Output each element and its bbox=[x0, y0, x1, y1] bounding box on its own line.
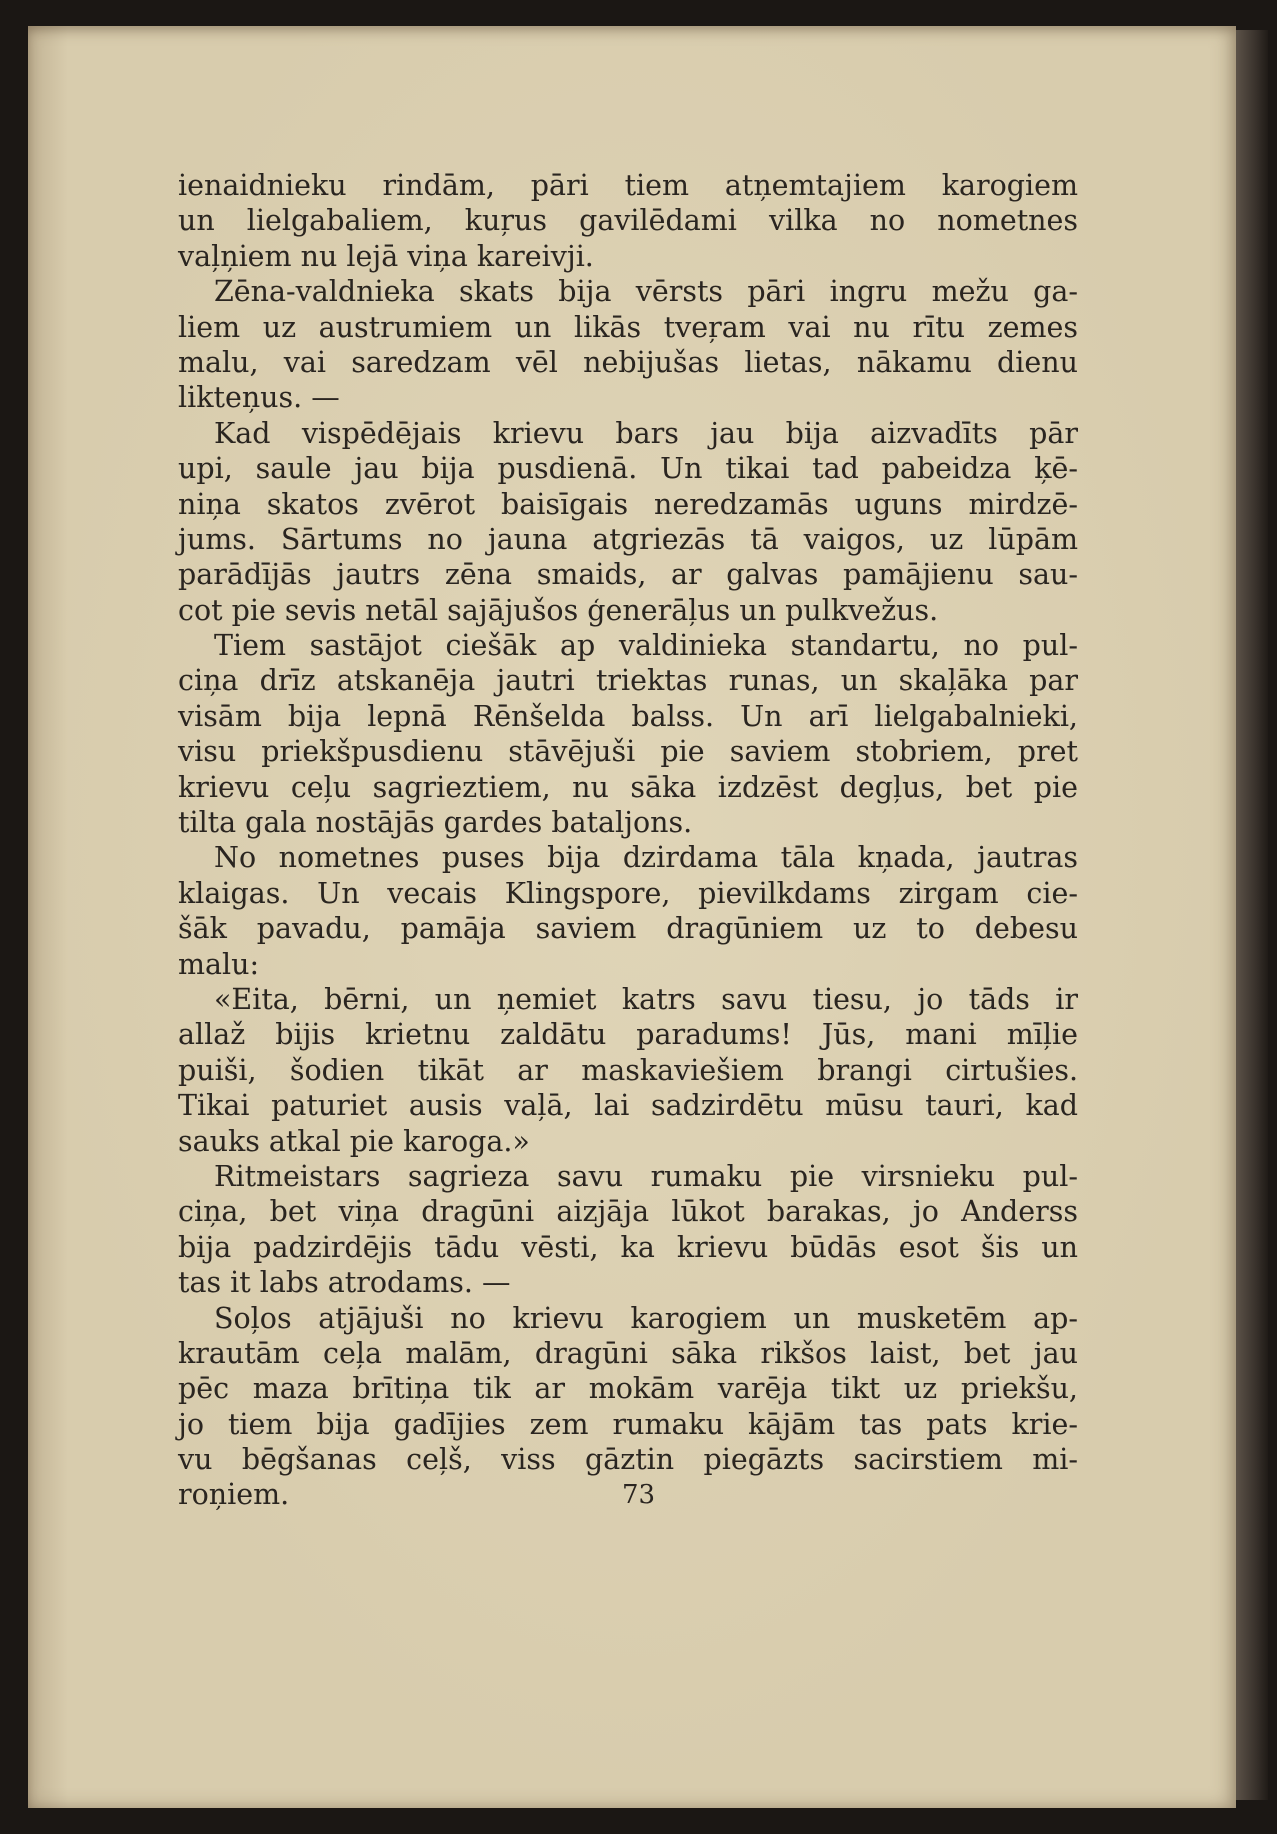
text-line: vu bēgšanas ceļš, viss gāztin piegāzts sacirstiem mi- bbox=[178, 1443, 1078, 1477]
text-line: jums. Sārtums no jauna atgriezās tā vaigos, uz lūpām bbox=[178, 522, 1078, 556]
text-line: puiši, šodien tikāt ar maskaviešiem brangi cirtušies. bbox=[178, 1053, 1078, 1087]
text-line: likteņus. — bbox=[178, 381, 340, 415]
text-line: un lielgabaliem, kuŗus gavilēdami vilka no nometnes bbox=[178, 204, 1078, 238]
text-line: upi, saule jau bija pusdienā. Un tikai tad pabeidza ķē- bbox=[178, 452, 1078, 486]
text-line: Ritmeistars sagrieza savu rumaku pie virsnieku pul- bbox=[214, 1159, 1078, 1193]
text-line: tas it labs atrodams. — bbox=[178, 1266, 511, 1300]
text-line: Kad vispēdējais krievu bars jau bija aizvadīts pār bbox=[214, 416, 1078, 450]
text-line: Soļos atjājuši no krievu karogiem un musketēm ap- bbox=[214, 1301, 1078, 1335]
text-line: Zēna-valdnieka skats bija vērsts pāri ingru mežu ga- bbox=[214, 275, 1078, 309]
text-line: visām bija lepnā Rēnšelda balss. Un arī lielgabalnieki, bbox=[178, 699, 1078, 733]
text-line: jo tiem bija gadījies zem rumaku kājām tas pats krie- bbox=[178, 1407, 1078, 1441]
text-line: roņiem. bbox=[178, 1478, 290, 1512]
text-line: šāk pavadu, pamāja saviem dragūniem uz to debesu bbox=[178, 912, 1078, 946]
text-line: malu, vai saredzam vēl nebijušas lietas, nākamu dienu bbox=[178, 345, 1078, 379]
text-line: pēc maza brītiņa tik ar mokām varēja tikt uz priekšu, bbox=[178, 1372, 1078, 1406]
text-line: tilta gala nostājās gardes bataljons. bbox=[178, 806, 693, 840]
page-edge bbox=[1236, 30, 1268, 1800]
text-line: krievu ceļu sagrieztiem, nu sāka izdzēst degļus, bet pie bbox=[178, 770, 1078, 804]
body-text bbox=[178, 168, 1078, 1513]
text-line: niņa skatos zvērot baisīgais neredzamās uguns mirdzē- bbox=[178, 487, 1078, 521]
text-line: bija padzirdējis tādu vēsti, ka krievu būdās esot šis un bbox=[178, 1230, 1078, 1264]
text-line: liem uz austrumiem un likās tveŗam vai nu rītu zemes bbox=[178, 310, 1078, 344]
text-line: No nometnes puses bija dzirdama tāla kņada, jautras bbox=[214, 841, 1078, 875]
text-line: malu: bbox=[178, 947, 260, 981]
text-line: ciņa, bet viņa dragūni aizjāja lūkot barakas, jo Anderss bbox=[178, 1195, 1078, 1229]
text-line: «Eita, bērni, un ņemiet katrs savu tiesu, jo tāds ir bbox=[214, 982, 1078, 1016]
text-line: krautām ceļa malām, dragūni sāka rikšos laist, bet jau bbox=[178, 1336, 1078, 1370]
text-line: ciņa drīz atskanēja jautri triektas runas, un skaļāka par bbox=[178, 664, 1078, 698]
text-line: klaigas. Un vecais Klingspore, pievilkdams zirgam cie- bbox=[178, 876, 1078, 910]
text-line: allaž bijis krietnu zaldātu paradums! Jūs, mani mīļie bbox=[178, 1018, 1078, 1052]
text-line: vaļņiem nu lejā viņa kareivji. bbox=[178, 239, 594, 273]
text-line: parādījās jautrs zēna smaids, ar galvas pamājienu sau- bbox=[178, 558, 1078, 592]
text-line: Tiem sastājot ciešāk ap valdinieka standartu, no pul- bbox=[214, 629, 1078, 663]
page-number: 73 bbox=[621, 1480, 656, 1510]
text-line: cot pie sevis netāl sajājušos ģenerāļus un pulkvežus. bbox=[178, 593, 939, 627]
text-line: sauks atkal pie karoga.» bbox=[178, 1124, 530, 1158]
text-line: ienaidnieku rindām, pāri tiem atņemtajiem karogiem bbox=[178, 169, 1078, 202]
text-line: visu priekšpusdienu stāvējuši pie saviem stobriem, pret bbox=[178, 735, 1078, 769]
text-line: Tikai paturiet ausis vaļā, lai sadzirdētu mūsu tauri, kad bbox=[178, 1089, 1078, 1123]
